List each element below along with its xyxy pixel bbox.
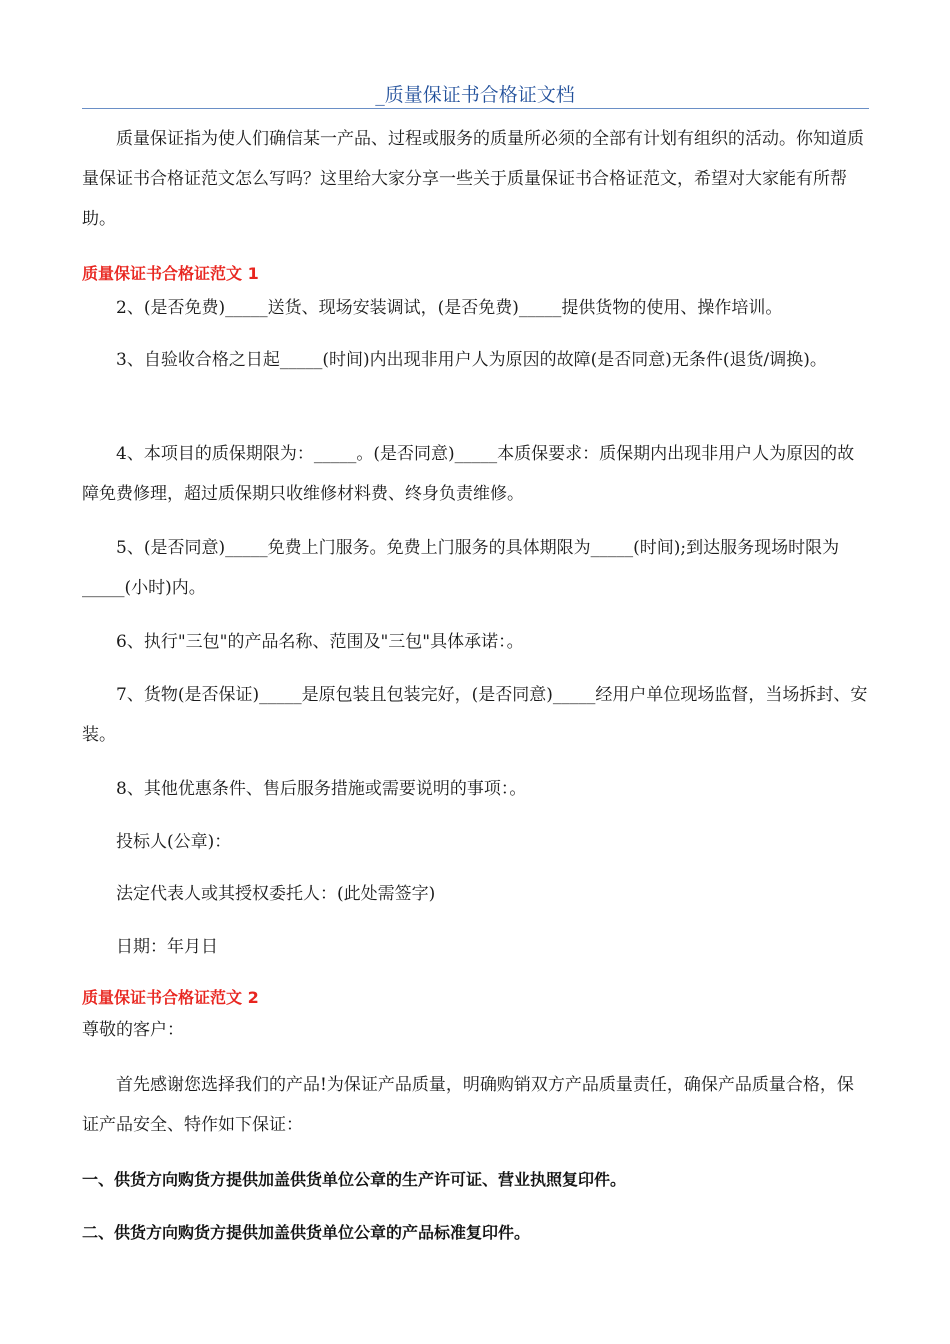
date-line: 日期：年月日: [116, 937, 218, 957]
section-1-item-3: 3、自验收合格之日起_____(时间)内出现非用户人为原因的故障(是否同意)无条件(退货/调换)。: [116, 350, 827, 370]
header-divider: [82, 108, 869, 109]
document-header-title: _质量保证书合格证文档: [375, 84, 575, 106]
section-1-item-2: 2、(是否免费)_____送货、现场安装调试，(是否免费)_____提供货物的使用、操作培训。: [116, 298, 783, 318]
section-1-heading: 质量保证书合格证范文 1: [82, 264, 259, 283]
guarantee-point-1: 一、供货方向购货方提供加盖供货单位公章的生产许可证、营业执照复印件。: [82, 1170, 627, 1189]
representative-signature-line: 法定代表人或其授权委托人：(此处需签字): [116, 884, 436, 904]
guarantee-point-2: 二、供货方向购货方提供加盖供货单位公章的产品标准复印件。: [82, 1223, 531, 1242]
section-1-item-4: 4、本项目的质保期限为：_____。(是否同意)_____本质保要求：质保期内出现非用户人为原因的故障免费修理，超过质保期只收维修材料费、终身负责维修。: [82, 444, 855, 504]
section-2-intro: 首先感谢您选择我们的产品!为保证产品质量，明确购销双方产品质量责任，确保产品质量合格，保证产品安全、特作如下保证：: [82, 1075, 854, 1135]
section-2-heading: 质量保证书合格证范文 2: [82, 988, 259, 1007]
greeting: 尊敬的客户：: [82, 1020, 184, 1040]
intro-paragraph: 质量保证指为使人们确信某一产品、过程或服务的质量所必须的全部有计划有组织的活动。你知道质量保证书合格证范文怎么写吗？这里给大家分享一些关于质量保证书合格证范文，希望对大家能有所帮助。: [82, 129, 864, 229]
bidder-seal-line: 投标人(公章)：: [116, 832, 232, 852]
section-1-item-7: 7、货物(是否保证)_____是原包装且包装完好，(是否同意)_____经用户单位现场监督，当场拆封、安装。: [82, 685, 868, 745]
section-1-item-6: 6、执行"三包"的产品名称、范围及"三包"具体承诺：。: [116, 632, 524, 652]
section-1-item-8: 8、其他优惠条件、售后服务措施或需要说明的事项：。: [116, 779, 527, 799]
section-1-item-5: 5、(是否同意)_____免费上门服务。免费上门服务的具体期限为_____(时间);到达服务现场时限为_____(小时)内。: [82, 538, 840, 598]
